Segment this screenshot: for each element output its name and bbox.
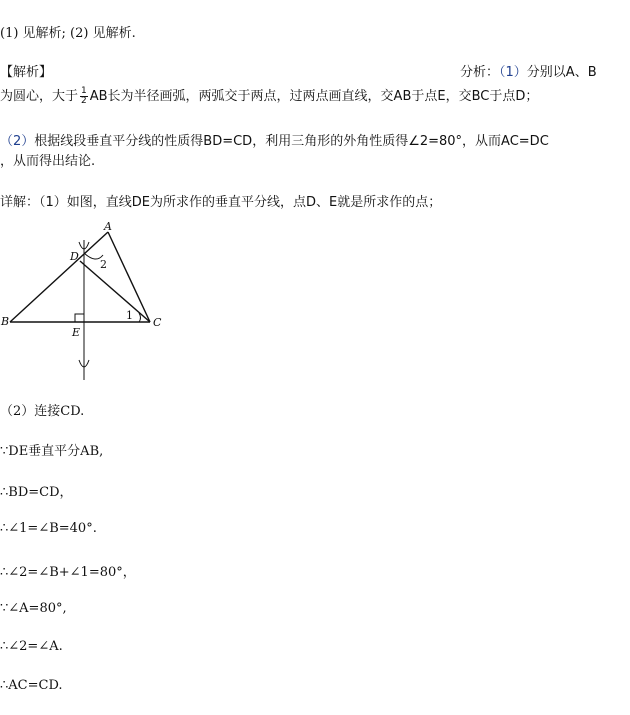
triangle-figure (0, 222, 200, 382)
label-a: A (104, 222, 112, 233)
analysis-part2-first-line (0, 130, 549, 149)
label-d: D (70, 250, 79, 263)
proof-step-3: ∴∠1=∠B=40°. (0, 521, 97, 536)
label-e: E (72, 326, 81, 339)
analysis-part1-text-b-pre: 为圆心，大于 (0, 89, 79, 104)
analysis-part2-second-line: ，从而得出结论. (0, 154, 96, 169)
answer-line: (1) 见解析; (2) 见解析. (0, 26, 136, 41)
segment-ba (10, 232, 108, 322)
proof-step-6: ∴∠2=∠A. (0, 639, 63, 654)
segment-dc (80, 261, 150, 322)
analysis-part2-text-a: 根据线段垂直平分线的性质得BD=CD，利用三角形的外角性质得∠2=80°，从而AC=DC (34, 134, 549, 149)
proof-step-1: ∵DE垂直平分AB, (0, 444, 104, 459)
jiexi-label: 【解析】 (0, 65, 53, 80)
analysis-first-line (460, 61, 597, 80)
detail-line: 详解：（1）如图，直线DE为所求作的垂直平分线，点D、E就是所求作的点； (0, 195, 442, 210)
fraction-denominator: 2 (81, 96, 87, 106)
label-c: C (153, 316, 162, 329)
proof-step-4: ∴∠2=∠B+∠1=80°， (0, 565, 136, 580)
right-angle-mark (75, 314, 84, 322)
label-angle-1: 1 (126, 309, 133, 322)
proof-step-7: ∴AC=CD. (0, 678, 63, 693)
analysis-part1-number: （1） (499, 65, 527, 80)
analysis-part1-text-b-post: AB长为半径画弧，两弧交于两点，过两点画直线，交AB于点E，交BC于点D； (89, 89, 539, 104)
analysis-part1-second-line (0, 85, 538, 106)
proof-intro: （2）连接CD. (0, 404, 85, 419)
analysis-part1-text-a: 分别以A、B (526, 65, 597, 80)
fraction-numerator: 1 (81, 86, 87, 96)
analysis-label: 分析： (460, 65, 500, 80)
label-b: B (1, 315, 10, 328)
label-angle-2: 2 (100, 258, 107, 271)
proof-step-2: ∴BD=CD， (0, 485, 73, 500)
proof-step-5: ∵∠A=80°, (0, 601, 67, 616)
analysis-part2-number: （2） (0, 134, 35, 149)
fraction-one-half (80, 87, 88, 106)
